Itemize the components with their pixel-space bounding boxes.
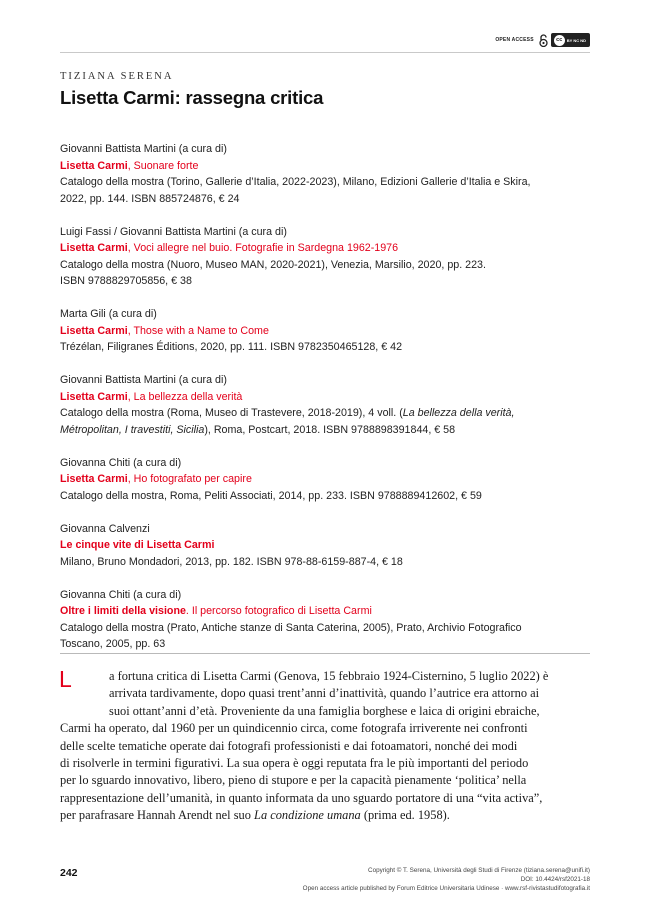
- reference-title-bold: Oltre i limiti della visione: [60, 605, 186, 618]
- body-line: suoi ottant’anni d’età. Proveniente da una famiglia borghese e laica di origini ebraiche,: [109, 703, 540, 718]
- reference-title-rest: , Those with a Name to Come: [127, 324, 269, 337]
- reference-editor: Giovanna Chiti (a cura di): [60, 588, 182, 601]
- reference-details-line: Catalogo della mostra (Prato, Antiche stanze di Santa Caterina, 2005), Prato, Archivio Fotografico: [60, 621, 522, 634]
- reference-details-line: Catalogo della mostra (Roma, Museo di Trastevere, 2018-2019), 4 voll. (La bellezza della verità,: [60, 407, 515, 420]
- reference-title-rest: , Ho fotografato per capire: [127, 473, 252, 486]
- reference-title-bold: Le cinque vite di Lisetta Carmi: [60, 539, 215, 552]
- reference-item: [60, 306, 600, 356]
- reference-title-bold: Lisetta Carmi: [60, 324, 128, 337]
- drop-cap: L: [59, 666, 72, 692]
- reference-item: [60, 521, 600, 571]
- reference-details-line: Milano, Bruno Mondadori, 2013, pp. 182. ISBN 978-88-6159-887-4, € 18: [60, 555, 403, 568]
- section-divider: [60, 653, 590, 654]
- reference-item: [60, 455, 600, 505]
- reference-editor: Giovanna Calvenzi: [60, 522, 150, 535]
- reference-title-rest: , La bellezza della verità: [127, 390, 243, 403]
- body-line: rappresentazione dell’umanità, in quanto informata da uno sguardo portatore di una “vita activa”,: [60, 790, 543, 805]
- reference-title-bold: Lisetta Carmi: [60, 473, 128, 486]
- reference-title-bold: Lisetta Carmi: [60, 390, 128, 403]
- article-title: Lisetta Carmi: rassegna critica: [60, 87, 324, 108]
- body-line: delle scelte tematiche operate dai fotografi professionisti e dai fotoamatori, nonché dei modi: [60, 738, 518, 753]
- reference-item: [60, 587, 600, 653]
- article-author: TIZIANA SERENA: [60, 71, 174, 82]
- reference-title-rest: , Voci allegre nel buio. Fotografie in Sardegna 1962-1976: [127, 242, 399, 255]
- reference-item: [60, 372, 600, 438]
- body-line: di risolverle in termini figurativi. La sua opera è oggi reputata fra le più importanti del periodo: [60, 756, 529, 771]
- open-access-lock-icon: [539, 34, 548, 47]
- open-access-label: OPEN ACCESS: [495, 37, 534, 43]
- reference-editor: Giovanni Battista Martini (a cura di): [60, 143, 227, 155]
- footer-copyright: Copyright © T. Serena, Università degli Studi di Firenze (tiziana.serena@unifi.it): [368, 867, 590, 874]
- cc-logo: cc: [554, 35, 565, 46]
- body-line: Carmi ha operato, dal 1960 per un quindicennio circa, come fotografa irriverente nei confronti: [60, 721, 528, 736]
- reference-title-rest: , Suonare forte: [127, 159, 199, 172]
- reference-item: [60, 224, 600, 290]
- reference-editor: Marta Gili (a cura di): [60, 308, 157, 321]
- cc-terms: BY NC ND: [566, 37, 586, 43]
- reference-details-line: Toscano, 2005, pp. 63: [60, 638, 166, 651]
- reference-title-bold: Lisetta Carmi: [60, 159, 128, 172]
- reference-details-line: Catalogo della mostra, Roma, Peliti Associati, 2014, pp. 233. ISBN 9788889412602, € 59: [60, 489, 482, 502]
- reference-editor: Giovanna Chiti (a cura di): [60, 456, 182, 469]
- reference-editor: Giovanni Battista Martini (a cura di): [60, 374, 227, 387]
- footer-info: [303, 866, 590, 894]
- header-divider: [60, 52, 590, 53]
- reference-item: [60, 141, 600, 207]
- reference-title-bold: Lisetta Carmi: [60, 242, 128, 255]
- body-line: arrivata tardivamente, dopo quasi trent’anni d’inattività, quando l’autrice era attorno ai: [109, 686, 540, 701]
- body-line: a fortuna critica di Lisetta Carmi (Genova, 15 febbraio 1924-Cisternino, 5 luglio 2022) è: [109, 669, 549, 683]
- body-line: per parafrasare Hannah Arendt nel suo La condizione umana (prima ed. 1958).: [60, 808, 450, 823]
- footer-publisher: Open access article published by Forum Editrice Universitaria Udinese · www.rsf-rivistastudifotografia.it: [302, 885, 590, 893]
- reference-title-rest: . Il percorso fotografico di Lisetta Carmi: [185, 605, 372, 618]
- reference-details-line: Métropolitan, I travestiti, Sicilia), Roma, Postcart, 2018. ISBN 9788898391844, € 58: [60, 423, 456, 436]
- page-number: 242: [60, 867, 78, 879]
- reference-list: [60, 141, 600, 669]
- reference-details-line: 2022, pp. 144. ISBN 885724876, € 24: [60, 192, 240, 205]
- open-access-badge: [495, 33, 590, 47]
- reference-details-line: Catalogo della mostra (Torino, Gallerie d’Italia, 2022-2023), Milano, Edizioni Gallerie d’Italia e Skira,: [60, 176, 531, 189]
- reference-details-line: Trézélan, Filigranes Éditions, 2020, pp. 111. ISBN 9782350465128, € 42: [60, 341, 403, 354]
- creative-commons-license-icon: [551, 33, 590, 47]
- body-paragraph: [60, 668, 590, 825]
- body-line: per lo sguardo innovativo, libero, pieno di stupore e per la capacità pienamente ‘politica’ nella: [60, 773, 527, 788]
- reference-editor: Luigi Fassi / Giovanni Battista Martini (a cura di): [60, 225, 287, 238]
- reference-details-line: ISBN 9788829705856, € 38: [60, 275, 192, 288]
- footer-doi: DOI: 10.4424/rsf2021-18: [520, 876, 590, 884]
- reference-details-line: Catalogo della mostra (Nuoro, Museo MAN, 2020-2021), Venezia, Marsilio, 2020, pp. 223.: [60, 258, 486, 271]
